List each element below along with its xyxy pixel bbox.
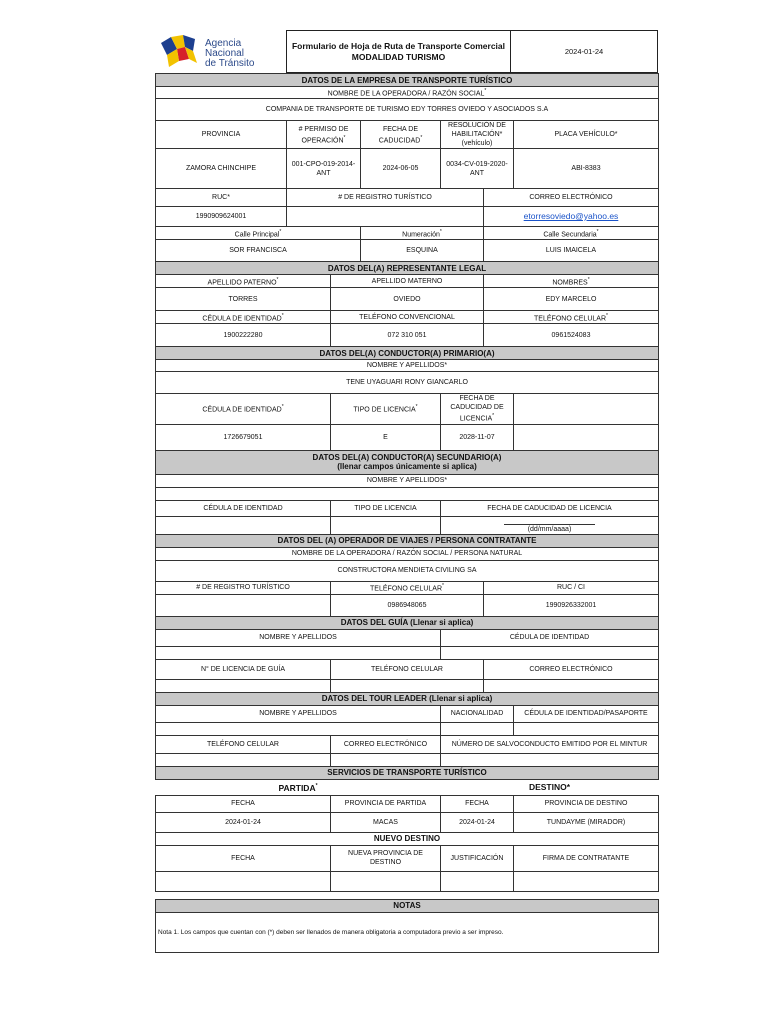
date-format-hint: (dd/mm/aaaa) xyxy=(504,524,596,534)
partida-provincia-value[interactable]: MACAS xyxy=(331,812,441,832)
section-notas: NOTAS xyxy=(156,899,659,912)
section-representante: DATOS DEL(A) REPRESENTANTE LEGAL xyxy=(156,262,659,275)
nombres-label: NOMBRES* xyxy=(484,275,659,288)
tour-correo-value[interactable] xyxy=(331,753,441,766)
nombres-value[interactable]: EDY MARCELO xyxy=(484,288,659,311)
partida-provincia-label: PROVINCIA DE PARTIDA xyxy=(331,795,441,812)
c2-caducidad-label: FECHA DE CADUCIDAD DE LICENCIA xyxy=(441,500,659,516)
nuevo-fecha-label: FECHA xyxy=(156,845,331,871)
c2-caducidad-value[interactable] xyxy=(441,516,659,534)
ruc-value[interactable]: 1990909624001 xyxy=(156,207,287,227)
nuevo-fecha-value[interactable] xyxy=(156,871,331,891)
section-operador: DATOS DEL (A) OPERADOR DE VIAJES / PERSONA CONTRATANTE xyxy=(156,534,659,547)
rep-tel-cel-label: TELÉFONO CELULAR* xyxy=(484,311,659,324)
tour-tel-value[interactable] xyxy=(156,753,331,766)
tour-correo-label: CORREO ELECTRÓNICO xyxy=(331,735,441,753)
agency-logo xyxy=(155,30,286,73)
rep-tel-cel-value[interactable]: 0961524083 xyxy=(484,324,659,347)
guia-correo-label: CORREO ELECTRÓNICO xyxy=(484,659,659,679)
c1-caducidad-value[interactable]: 2028-11-07 xyxy=(441,424,514,450)
nuevo-justificacion-value[interactable] xyxy=(441,871,514,891)
section-nuevo-destino: NUEVO DESTINO xyxy=(156,832,659,845)
c1-caducidad-label: FECHA DE CADUCIDAD DE LICENCIA* xyxy=(441,394,514,424)
tour-nacionalidad-label: NACIONALIDAD xyxy=(441,705,514,722)
nuevo-provincia-label: NUEVA PROVINCIA DE DESTINO xyxy=(331,845,441,871)
destino-fecha-value[interactable]: 2024-01-24 xyxy=(441,812,514,832)
guia-cedula-label: CÉDULA DE IDENTIDAD xyxy=(441,629,659,646)
c2-cedula-value[interactable] xyxy=(156,516,331,534)
c1-empty-b xyxy=(514,424,659,450)
guia-licencia-value[interactable] xyxy=(156,679,331,692)
calle-secundaria-value[interactable]: LUIS IMAICELA xyxy=(484,240,659,262)
destino-fecha-label: FECHA xyxy=(441,795,514,812)
guia-correo-value[interactable] xyxy=(484,679,659,692)
provincia-value[interactable]: ZAMORA CHINCHIPE xyxy=(156,149,287,189)
ap-materno-label: APELLIDO MATERNO xyxy=(331,275,484,288)
tour-salvoconducto-label: NÚMERO DE SALVOCONDUCTO EMITIDO POR EL MINTUR xyxy=(441,735,659,753)
calle-principal-value[interactable]: SOR FRANCISCA xyxy=(156,240,361,262)
tour-nacionalidad-value[interactable] xyxy=(441,722,514,735)
c1-licencia-label: TIPO DE LICENCIA* xyxy=(331,394,441,424)
op-ruc-value[interactable]: 1990926332001 xyxy=(484,594,659,616)
op-registro-label: # DE REGISTRO TURÍSTICO xyxy=(156,581,331,594)
c2-licencia-label: TIPO DE LICENCIA xyxy=(331,500,441,516)
section-empresa: DATOS DE LA EMPRESA DE TRANSPORTE TURÍSTICO xyxy=(156,74,659,87)
op-tel-label: TELÉFONO CELULAR* xyxy=(331,581,484,594)
registro-turistico-label: # DE REGISTRO TURÍSTICO xyxy=(287,189,484,207)
section-tour-leader: DATOS DEL TOUR LEADER (Llenar si aplica) xyxy=(156,692,659,705)
empresa-name-value[interactable]: COMPANIA DE TRANSPORTE DE TURISMO EDY TORRES OVIEDO Y ASOCIADOS S.A xyxy=(156,99,659,121)
agency-emblem-icon xyxy=(157,33,203,71)
c1-cedula-value[interactable]: 1726679051 xyxy=(156,424,331,450)
nuevo-justificacion-label: JUSTIFICACIÓN xyxy=(441,845,514,871)
destino-provincia-value[interactable]: TUNDAYME (MIRADOR) xyxy=(514,812,659,832)
ruc-label: RUC* xyxy=(156,189,287,207)
section-servicios: SERVICIOS DE TRANSPORTE TURÍSTICO xyxy=(156,766,659,779)
c2-nombre-label: NOMBRE Y APELLIDOS* xyxy=(156,474,659,487)
permiso-value[interactable]: 001-CPO-019-2014-ANT xyxy=(287,149,361,189)
guia-nombre-value[interactable] xyxy=(156,646,441,659)
partida-fecha-value[interactable]: 2024-01-24 xyxy=(156,812,331,832)
rep-cedula-value[interactable]: 1900222280 xyxy=(156,324,331,347)
rep-cedula-label: CÉDULA DE IDENTIDAD* xyxy=(156,311,331,324)
tour-tel-label: TELÉFONO CELULAR xyxy=(156,735,331,753)
c1-nombre-label: NOMBRE Y APELLIDOS* xyxy=(156,360,659,372)
spacer xyxy=(156,891,659,899)
form-date: 2024-01-24 xyxy=(510,30,658,73)
op-nombre-value[interactable]: CONSTRUCTORA MENDIETA CIVILING SA xyxy=(156,560,659,581)
ap-paterno-label: APELLIDO PATERNO* xyxy=(156,275,331,288)
guia-nombre-label: NOMBRE Y APELLIDOS xyxy=(156,629,441,646)
calle-secundaria-label: Calle Secundaria* xyxy=(484,227,659,240)
form-header xyxy=(155,30,658,73)
form-table xyxy=(155,73,659,953)
caducidad-value[interactable]: 2024-06-05 xyxy=(361,149,441,189)
c1-empty-a xyxy=(514,394,659,424)
destino-label: DESTINO* xyxy=(528,781,571,792)
partida-fecha-label: FECHA xyxy=(156,795,331,812)
tour-salvoconducto-value[interactable] xyxy=(441,753,659,766)
registro-turistico-value[interactable] xyxy=(287,207,484,227)
placa-value[interactable]: ABI-8383 xyxy=(514,149,659,189)
tour-cedula-label: CÉDULA DE IDENTIDAD/PASAPORTE xyxy=(514,705,659,722)
caducidad-label: FECHA DE CADUCIDAD* xyxy=(361,121,441,149)
partida-label: PARTIDA* xyxy=(278,782,318,793)
op-tel-value[interactable]: 0986948065 xyxy=(331,594,484,616)
guia-licencia-label: N° DE LICENCIA DE GUÍA xyxy=(156,659,331,679)
email-link[interactable]: etorresoviedo@yahoo.es xyxy=(523,210,619,221)
c2-cedula-label: CÉDULA DE IDENTIDAD xyxy=(156,500,331,516)
op-nombre-label: NOMBRE DE LA OPERADORA / RAZÓN SOCIAL / PERSONA NATURAL xyxy=(156,547,659,560)
correo-value[interactable] xyxy=(484,207,659,227)
empresa-name-label: NOMBRE DE LA OPERADORA / RAZÓN SOCIAL* xyxy=(156,87,659,99)
section-conductor-secundario: DATOS DEL(A) CONDUCTOR(A) SECUNDARIO(A) (llenar campos únicamente si aplica) xyxy=(156,450,659,474)
placa-label: PLACA VEHÍCULO* xyxy=(514,121,659,149)
rep-tel-conv-value[interactable]: 072 310 051 xyxy=(331,324,484,347)
correo-label: CORREO ELECTRÓNICO xyxy=(484,189,659,207)
provincia-label: PROVINCIA xyxy=(156,121,287,149)
nuevo-firma-label: FIRMA DE CONTRATANTE xyxy=(514,845,659,871)
tour-nombre-value[interactable] xyxy=(156,722,441,735)
c1-licencia-value[interactable]: E xyxy=(331,424,441,450)
numeracion-label: Numeración* xyxy=(361,227,484,240)
notas-text: Nota 1. Los campos que cuentan con (*) deben ser llenados de manera obligatoria a computadora previo a ser impreso. xyxy=(156,912,659,952)
ap-materno-value[interactable]: OVIEDO xyxy=(331,288,484,311)
form-title: Formulario de Hoja de Ruta de Transporte Comercial MODALIDAD TURISMO xyxy=(286,30,511,73)
resolucion-label: RESOLUCIÓN DE HABILITACIÓN* (vehículo) xyxy=(441,121,514,149)
c2-nombre-value[interactable] xyxy=(156,487,659,500)
form-page xyxy=(155,30,658,953)
c2-licencia-value[interactable] xyxy=(331,516,441,534)
tour-cedula-value[interactable] xyxy=(514,722,659,735)
guia-tel-label: TELÉFONO CELULAR xyxy=(331,659,484,679)
resolucion-value[interactable]: 0034-CV-019-2020-ANT xyxy=(441,149,514,189)
ap-paterno-value[interactable]: TORRES xyxy=(156,288,331,311)
nuevo-firma-value[interactable] xyxy=(514,871,659,891)
op-ruc-label: RUC / CI xyxy=(484,581,659,594)
rep-tel-conv-label: TELÉFONO CONVENCIONAL xyxy=(331,311,484,324)
nuevo-provincia-value[interactable] xyxy=(331,871,441,891)
section-conductor-primario: DATOS DEL(A) CONDUCTOR(A) PRIMARIO(A) xyxy=(156,347,659,360)
section-guia: DATOS DEL GUÍA (Llenar si aplica) xyxy=(156,616,659,629)
destino-provincia-label: PROVINCIA DE DESTINO xyxy=(514,795,659,812)
guia-cedula-value[interactable] xyxy=(441,646,659,659)
c1-cedula-label: CÉDULA DE IDENTIDAD* xyxy=(156,394,331,424)
guia-tel-value[interactable] xyxy=(331,679,484,692)
tour-nombre-label: NOMBRE Y APELLIDOS xyxy=(156,705,441,722)
c1-nombre-value[interactable]: TENE UYAGUARI RONY GIANCARLO xyxy=(156,372,659,394)
permiso-label: # PERMISO DE OPERACIÓN* xyxy=(287,121,361,149)
agency-name: Agencia Nacional de Tránsito xyxy=(205,38,255,69)
calle-principal-label: Calle Principal* xyxy=(156,227,361,240)
numeracion-value[interactable]: ESQUINA xyxy=(361,240,484,262)
op-registro-value[interactable] xyxy=(156,594,331,616)
